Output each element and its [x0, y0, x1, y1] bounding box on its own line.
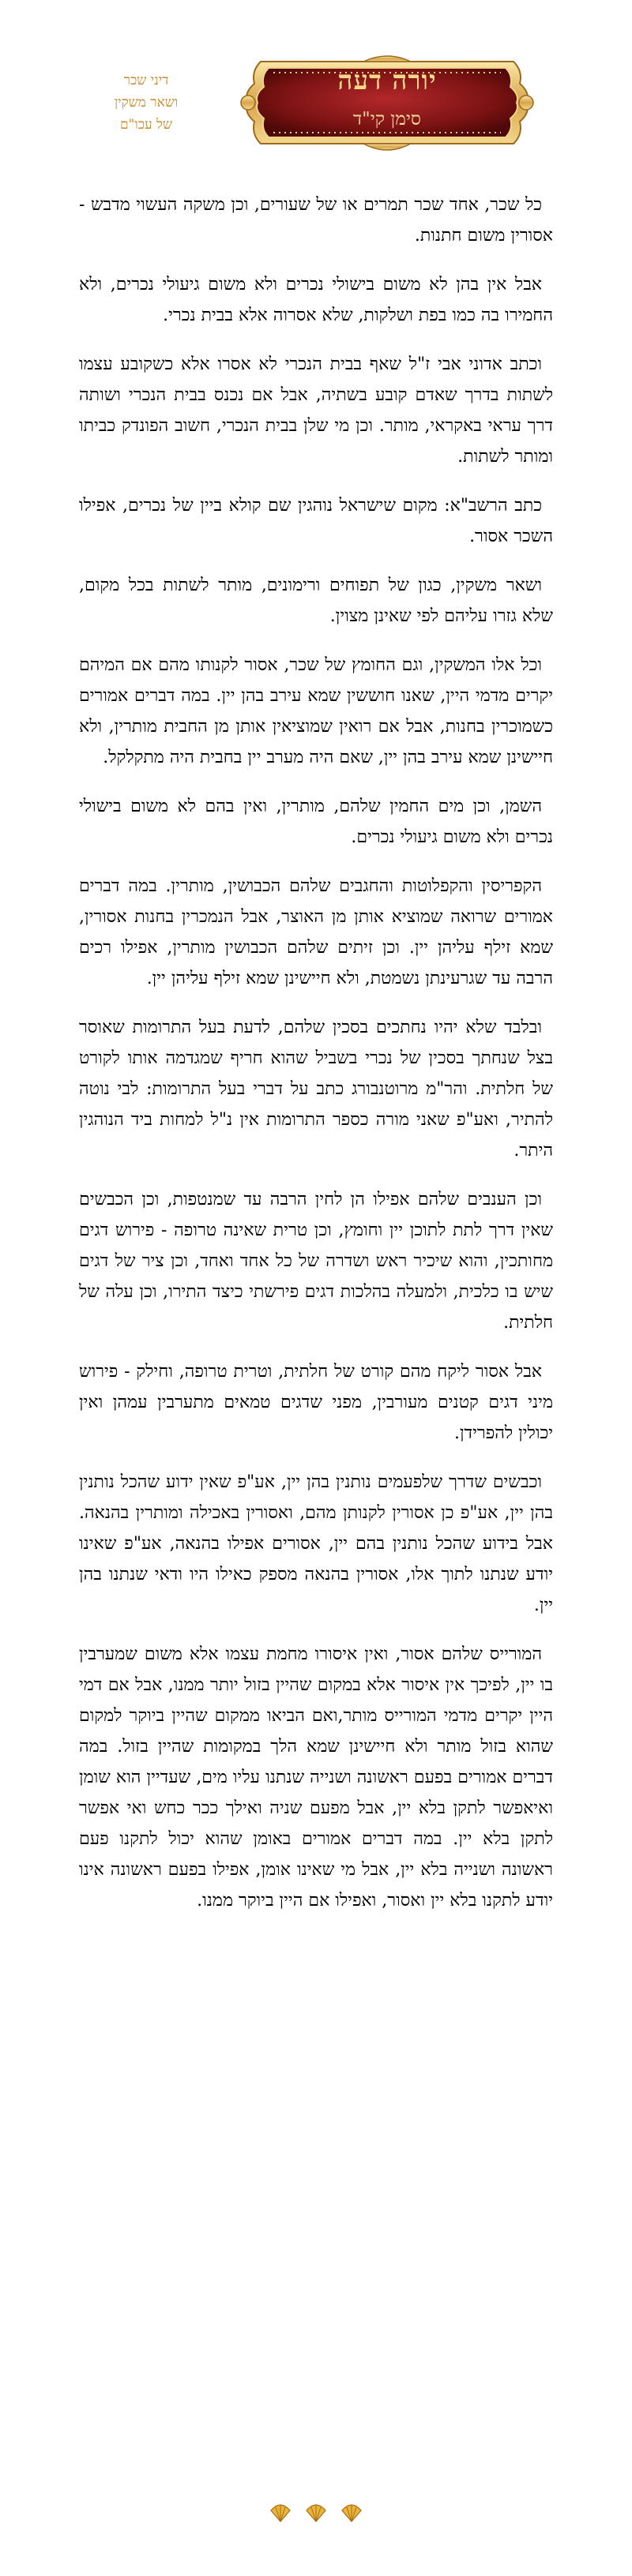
side-note-line: של עכו"ם: [119, 117, 173, 133]
section-side-note: [79, 69, 213, 136]
text-paragraph: וכן הענבים שלהם אפילו הן לחין הרבה עד שמנטפות, וכן הכבשים שאין דרך לתת לתוכן יין וחומץ, וכן טרית שאינה טרופה - פירוש דגים מחותכין, והוא שיכיר ראש ושדרה של כל אחד ואחד, וכן ציר של דגים שיש בו כלכית, ולמעלה בהלכות דגים פירשתי כיצד התירו, וכן עלה של חלתית.: [79, 1190, 553, 1333]
footer-ornament: [0, 2503, 632, 2526]
scallop-shell-icon: [340, 2503, 363, 2523]
scallop-shell-icon: [305, 2503, 327, 2523]
text-paragraph: אבל אין בהן לא משום בישולי נכרים ולא משום גיעולי נכרים, ולא החמירו בה כמו בפת ושלקות, שלא אסרוה אלא בבית נכרי.: [79, 275, 553, 325]
banner-ornament: [237, 47, 537, 158]
text-paragraph: וכל אלו המשקין, וגם החומץ של שכר, אסור לקנותו מהם אם המיהם יקרים מדמי היין, שאנו חוששין שמא עירב בהן יין. במה דברים אמורים כשמוכרין בחנות, אבל אם רואין שמוציאין אותן מן החבית מותרין, ולא חיישינן שמא עירב בהן יין, שאם היה מערב יין בחבית היה מתקלקל.: [79, 655, 553, 767]
text-paragraph: וכבשים שדרך שלפעמים נותנין בהן יין, אע"פ שאין ידוע שהכל נותנין בהן יין, אע"פ כן אסורין לקנותן מהם, ואסורין באכילה ומותרין בהנאה. אבל בידוע שהכל נותנין בהם יין, אסורים אפילו בהנאה, אע"פ שאינו יודע שנתנו לתוך אלו, אסורין בהנאה מספק כאילו היו ודאי שנתנו בהן יין.: [79, 1472, 553, 1615]
text-paragraph: כתב הרשב"א: מקום שישראל נוהגין שם קולא ביין של נכרים, אפילו השכר אסור.: [79, 496, 553, 546]
page-title: יורה דעה: [337, 65, 437, 96]
text-paragraph: כל שכר, אחד שכר תמרים או של שעורים, וכן משקה העשוי מדבש - אסורין משום חתנות.: [79, 195, 553, 246]
text-paragraph: השמן, וכן מים החמין שלהם, מותרין, ואין בהם לא משום בישולי נכרים ולא משום גיעולי נכרים.: [79, 797, 553, 847]
main-text: [79, 189, 553, 1934]
text-paragraph: הקפריסין והקפלוטות והחגבים שלהם הכבושין, מותרין. במה דברים אמורים שרואה שמוציא אותן מן האוצר, אבל הנמכרין בחנות אסורין, שמא זילף עליהן יין. וכן זיתים שלהם הכבושין מותרין, אפילו רכים הרבה עד שגרעינתן נשמטת, ולא חיישינן שמא זילף עליהן יין.: [79, 876, 553, 988]
text-paragraph: ושאר משקין, כגון של תפוחים ורימונים, מותר לשתות בכל מקום, שלא גזרו עליהם לפי שאינן מצוין.: [79, 576, 553, 626]
page-header: [0, 47, 632, 158]
text-paragraph: וכתב אדוני אבי ז"ל שאף בבית הנכרי לא אסרו אלא כשקובע עצמו לשתות בדרך שאדם קובע בשתיה, אבל אם נכנס בבית הנכרי ושותה דרך עראי באקראי, מותר. וכן מי שלן בבית הנכרי, חשוב הפונדק כביתו ומותר לשתות.: [79, 354, 553, 467]
page-subtitle: סימן קי"ד: [353, 109, 421, 129]
side-note-line: ושאר משקין: [114, 95, 179, 111]
scallop-shell-icon: [269, 2503, 292, 2523]
text-paragraph: המורייס שלהם אסור, ואין איסורו מחמת עצמו אלא משום שמערבין בו יין, לפיכך אין איסור אלא במקום שהיין בזול יותר ממנו, אבל אם דמי היין יקרים מדמי המורייס מותר,ואם הביאו ממקום שהיין ביוקר למקום שהוא בזול מותר ולא חיישינן שמא הלך במקומות שהיין בזול. במה דברים אמורים בפעם ראשונה ושנייה שנתנו עליו מים, שעדיין הוא שומן ואיאפשר לתקן בלא יין, אבל מפעם שניה ואילך ככר כחש ואי אפשר לתקן בלא יין. במה דברים אמורים באומן שהוא יכול לתקנו פעם ראשונה ושנייה בלא יין, אבל מי שאינו אומן, אפילו בפעם ראשונה אינו יודע לתקנו בלא יין ואסור, ואפילו אם היין ביוקר ממנו.: [79, 1644, 553, 1910]
side-note-line: דיני שכר: [123, 73, 169, 88]
text-paragraph: ובלבד שלא יהיו נחתכים בסכין שלהם, לדעת בעל התרומות שאוסר בצל שנחתך בסכין של נכרי בשביל שהוא חריף שמגדמה אותו לקורט של חלתית. והר"מ מרוטנבורג כתב על דברי בעל התרומות: לבי נוטה להתיר, ואע"פ שאני מורה כספר התרומות אין נ"ל למחות ביד הנוהגין היתר.: [79, 1018, 553, 1161]
text-paragraph: אבל אסור ליקח מהם קורט של חלתית, וטרית טרופה, וחילק - פירוש מיני דגים קטנים מעורבין, מפני שדגים טמאים מתערבין עמהן ואין יכולין להפרידן.: [79, 1362, 553, 1443]
